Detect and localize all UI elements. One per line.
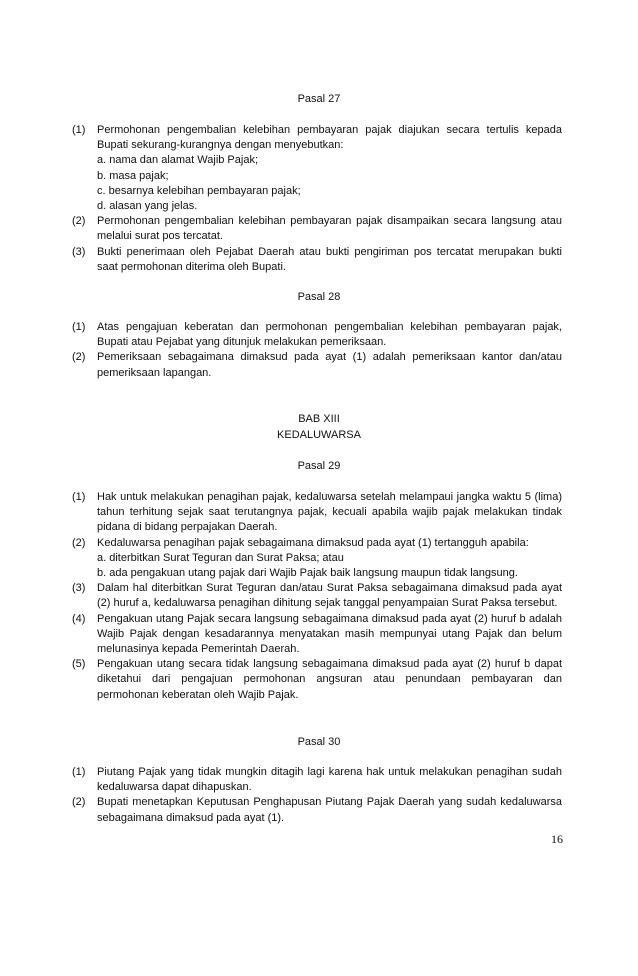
pasal-27-item-1	[72, 123, 562, 214]
item-text: Bukti penerimaan oleh Pejabat Daerah atau bukti pengiriman pos tercatat merupakan bukti saat permohonan diterima oleh Bupati.	[97, 245, 562, 273]
pasal-29-item-5	[72, 657, 562, 703]
pasal-27-body	[72, 123, 562, 275]
pasal-30-item-1	[72, 765, 562, 795]
item-number: (5)	[72, 658, 86, 671]
chapter-title: KEDALUWARSA	[277, 429, 361, 441]
pasal-30-item-2	[72, 795, 562, 825]
pasal-28-title: Pasal 28	[297, 291, 341, 303]
item-text: Pengakuan utang Pajak secara langsung sebagaimana dimaksud pada ayat (2) huruf b adalah Wajib Pajak dengan kesadarannya menyatakan masih mempunyai utang Pajak dan belum melunasinya kepada Pemerintah Daerah.	[97, 612, 562, 656]
item-number: (1)	[72, 124, 86, 136]
sub-item: b. masa pajak;	[97, 169, 169, 182]
item-text: Atas pengajuan keberatan dan permohonan pengembalian kelebihan pembayaran pajak, Bupati atau Pejabat yang ditunjuk melakukan pemeriksaan.	[97, 321, 562, 349]
item-text: Pemeriksaan sebagaimana dimaksud pada ayat (1) adalah pemeriksaan kantor dan/atau pemeriksaan lapangan.	[97, 351, 562, 379]
item-number: (1)	[72, 321, 86, 333]
pasal-27-title: Pasal 27	[297, 93, 341, 105]
sub-item: b. ada pengakuan utang pajak dari Wajib Pajak baik langsung maupun tidak langsung.	[97, 567, 518, 580]
item-number: (2)	[72, 536, 86, 549]
item-text: Permohonan pengembalian kelebihan pembayaran pajak diajukan secara tertulis kepada Bupati sekurang-kurangnya dengan menyebutkan:	[97, 124, 562, 152]
pasal-28-item-2	[72, 350, 562, 380]
item-text: Bupati menetapkan Keputusan Penghapusan Piutang Pajak Daerah yang sudah kedaluwarsa sebagaimana dimaksud pada ayat (1).	[97, 796, 562, 824]
pasal-29-item-1	[72, 490, 562, 536]
item-text: Dalam hal diterbitkan Surat Teguran dan/atau Surat Paksa sebagaimana dimaksud pada ayat (2) huruf a, kedaluwarsa penagihan dihitung sejak tanggal penyampaian Surat Paksa tersebut.	[97, 582, 562, 610]
pasal-30-body	[72, 765, 562, 826]
item-number: (1)	[72, 766, 86, 778]
item-text: Kedaluwarsa penagihan pajak sebagaimana dimaksud pada ayat (1) tertangguh apabila:	[97, 536, 529, 549]
page-number: 16	[551, 832, 563, 846]
item-text: Piutang Pajak yang tidak mungkin ditagih lagi karena hak untuk melakukan penagihan sudah kedaluwarsa dapat dihapuskan.	[97, 766, 562, 794]
pasal-27-item-3	[72, 245, 562, 275]
pasal-29-item-2	[72, 536, 562, 582]
chapter-number: BAB XIII	[298, 413, 340, 425]
sub-item: c. besarnya kelebihan pembayaran pajak;	[97, 184, 301, 197]
item-number: (2)	[72, 351, 86, 364]
item-number: (2)	[72, 215, 86, 228]
pasal-30-title: Pasal 30	[297, 736, 341, 748]
item-text: Permohonan pengembalian kelebihan pembayaran pajak disampaikan secara langsung atau melalui surat pos tercatat.	[97, 215, 562, 243]
item-number: (2)	[72, 796, 86, 809]
item-number: (3)	[72, 245, 86, 258]
item-number: (3)	[72, 582, 86, 595]
item-number: (4)	[72, 612, 86, 625]
item-number: (1)	[72, 491, 86, 503]
pasal-27-item-2	[72, 214, 562, 244]
item-text: Pengakuan utang secara tidak langsung sebagaimana dimaksud pada ayat (2) huruf b dapat diketahui dari pengajuan permohonan angsuran atau penundaan pembayaran dan permohonan keberatan oleh Wajib Pajak.	[97, 658, 562, 701]
pasal-28-item-1	[72, 320, 562, 350]
pasal-28-body	[72, 320, 562, 381]
pasal-29-item-3	[72, 581, 562, 611]
sub-item: a. diterbitkan Surat Teguran dan Surat Paksa; atau	[97, 551, 344, 564]
pasal-29-body	[72, 490, 562, 703]
pasal-29-item-4	[72, 612, 562, 658]
pasal-29-title: Pasal 29	[297, 460, 341, 472]
item-text: Hak untuk melakukan penagihan pajak, kedaluwarsa setelah melampaui jangka waktu 5 (lima) tahun terhitung sejak saat terutangnya pajak, kecuali apabila wajib pajak melakukan tindak pidana di bidang perpajakan Daerah.	[97, 491, 562, 534]
sub-item: d. alasan yang jelas.	[97, 200, 198, 213]
sub-item: a. nama dan alamat Wajib Pajak;	[97, 154, 259, 167]
